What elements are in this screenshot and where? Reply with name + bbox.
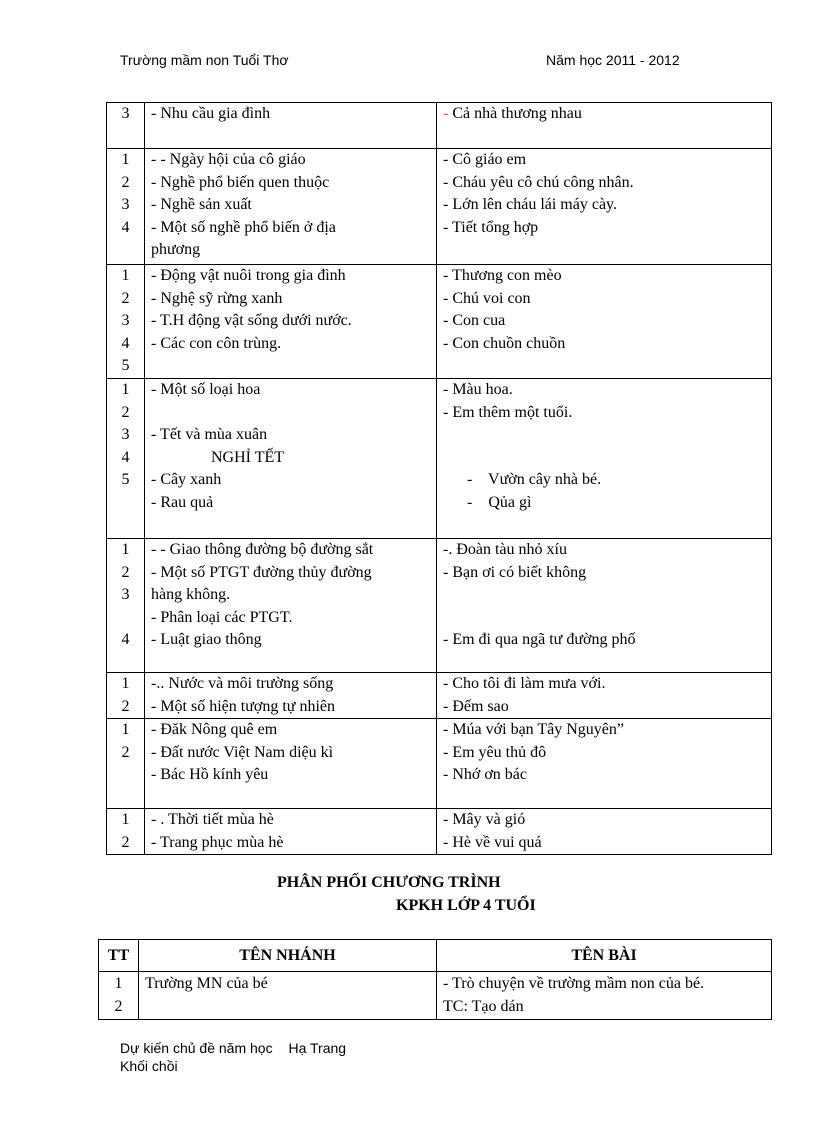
topic-text: phương [151, 241, 201, 259]
row-topics [145, 103, 437, 149]
row-numbers [107, 149, 145, 265]
topic-text: - Tết và mùa xuân [151, 426, 268, 444]
row-number: 1 [121, 811, 130, 829]
topic-text: - Luật giao thông [151, 631, 262, 649]
lesson-text: - Bạn ơi có biết không [443, 563, 587, 581]
row-number: 1 [121, 675, 130, 692]
row-number: 2 [121, 173, 130, 191]
lesson-label: Cả nhà thương nhau [452, 105, 582, 122]
row-number: 1 [121, 721, 130, 739]
row-lessons [437, 673, 772, 719]
table-row [107, 673, 772, 719]
topic-text [151, 402, 436, 425]
lesson-text: - Nhớ ơn bác [443, 766, 528, 784]
lesson-text: - Tiết tổng hợp [443, 218, 539, 236]
topic-text: - . Thời tiết mùa hè [151, 811, 274, 829]
row-topics [145, 809, 437, 855]
topic-text: - Một số hiện tượng tự nhiên [151, 697, 336, 715]
topic-text: - Nghề sản xuất [151, 196, 252, 214]
row-number: 3 [121, 586, 130, 604]
table-row [107, 719, 772, 809]
table-row [107, 103, 772, 149]
lesson-text: - Màu hoa. [443, 381, 513, 398]
row-topics [145, 379, 437, 539]
topic-text: - Các con côn trùng. [151, 334, 282, 352]
row-number: 4 [121, 448, 130, 466]
topic-text: - Bác Hồ kính yêu [151, 766, 269, 784]
row-topics [139, 972, 437, 1020]
topic-text: - Nhu cầu gia đình [151, 105, 271, 122]
row-number: 2 [121, 833, 130, 851]
topic-text: - Một số loại hoa [151, 381, 261, 398]
topic-text: - Đất nước Việt Nam diệu kì [151, 743, 334, 761]
lesson-text: - Chú voi con [443, 289, 531, 307]
table-row [107, 149, 772, 265]
lesson-text: - Đếm sao [443, 697, 509, 715]
row-lessons [437, 719, 772, 809]
lesson-text: - Cho tôi đi làm mưa với. [443, 675, 606, 692]
table-row [107, 265, 772, 379]
row-number: 2 [121, 743, 130, 761]
row-numbers [107, 103, 145, 149]
row-number: 2 [114, 998, 123, 1015]
topic-text: - Một số nghề phổ biến ở địa [151, 218, 336, 236]
row-numbers [107, 809, 145, 855]
topic-text: - T.H động vật sống dưới nước. [151, 312, 352, 330]
lesson-text: - Cháu yêu cô chú công nhân. [443, 173, 634, 191]
topic-text: Trường MN của bé [145, 975, 268, 992]
topic-text: - Đăk Nông quê em [151, 721, 278, 739]
row-number: 4 [121, 218, 130, 236]
row-number: 2 [121, 289, 130, 307]
lesson-text: - Trò chuyện về trường mầm non của bé. [443, 975, 705, 992]
table-row [107, 379, 772, 539]
row-lessons [437, 809, 772, 855]
lesson-text: - Lớn lên cháu lái máy cày. [443, 196, 618, 214]
section-subtitle: KPKH LỚP 4 TUỔI [396, 897, 536, 914]
row-number: 4 [121, 631, 130, 649]
row-numbers [99, 972, 139, 1020]
column-header-branch: TÊN NHÁNH [139, 940, 437, 972]
table-row [99, 972, 772, 1020]
schedule-table-2 [98, 939, 772, 1020]
row-number: 2 [121, 563, 130, 581]
footer-author: Hạ Trang [288, 1040, 347, 1056]
row-numbers [107, 379, 145, 539]
topic-text: - Rau quả [151, 493, 214, 511]
topic-text: -.. Nước và môi trường sống [151, 675, 334, 692]
row-lessons [437, 539, 772, 673]
section-title: PHÂN PHỐI CHƯƠNG TRÌNH [277, 874, 501, 891]
lesson-text: - Con cua [443, 312, 506, 330]
row-numbers [107, 539, 145, 673]
footer-topic: Dự kiến chủ đề năm học [120, 1040, 273, 1056]
lesson-text: - Em yêu thủ đô [443, 743, 547, 761]
lesson-text: -. Đoàn tàu nhỏ xíu [443, 541, 567, 558]
row-number: 1 [114, 975, 123, 992]
lesson-text [443, 447, 771, 470]
topic-text: - Phân loại các PTGT. [151, 608, 293, 626]
lesson-text: - Em đi qua ngã tư đường phố [443, 631, 636, 649]
row-number: 1 [121, 381, 130, 398]
header-year: Năm học 2011 - 2012 [546, 52, 680, 68]
row-numbers [107, 673, 145, 719]
row-topics [145, 265, 437, 379]
table-row [107, 539, 772, 673]
row-topics [145, 149, 437, 265]
topic-text: - Động vật nuôi trong gia đình [151, 267, 346, 284]
lesson-text: TC: Tạo dán [443, 998, 524, 1015]
schedule-table-1 [106, 102, 772, 855]
row-numbers [107, 265, 145, 379]
column-header-lesson: TÊN BÀI [437, 940, 772, 972]
topic-text: - Một số PTGT đường thủy đường [151, 563, 372, 581]
table-header-row [99, 940, 772, 972]
row-topics [145, 539, 437, 673]
topic-text: - - Giao thông đường bộ đường sắt [151, 541, 374, 558]
row-number [107, 607, 144, 630]
header-school: Trường mầm non Tuổi Thơ [120, 52, 289, 68]
row-number: 3 [121, 196, 130, 214]
table-row [107, 809, 772, 855]
lesson-text [443, 607, 771, 630]
row-topics [145, 719, 437, 809]
lesson-text: - Vườn cây nhà bé. [467, 471, 602, 489]
topic-text: - - Ngày hội của cô giáo [151, 151, 306, 168]
lesson-text [443, 424, 771, 447]
row-number: 5 [121, 471, 130, 489]
topic-text: - Cây xanh [151, 471, 222, 489]
topic-text: - Trang phục mùa hè [151, 833, 284, 851]
lesson-text: - Thương con mèo [443, 267, 562, 284]
row-lessons [437, 265, 772, 379]
row-lessons [437, 149, 772, 265]
topic-text: - Nghệ sỹ rừng xanh [151, 289, 283, 307]
lesson-bullet: - [443, 105, 449, 122]
row-number: 1 [121, 151, 130, 168]
holiday-note: NGHỈ TẾT [211, 448, 285, 466]
lesson-text: - Hè về vui quá [443, 833, 542, 851]
lesson-text: - Em thêm một tuổi. [443, 403, 573, 421]
footer-line-2: Khối chồi [120, 1058, 178, 1074]
row-number: 1 [121, 541, 130, 558]
row-lessons [437, 972, 772, 1020]
row-number: 2 [121, 697, 130, 715]
row-number: 2 [121, 403, 130, 421]
lesson-text [443, 584, 771, 607]
lesson-text [443, 103, 771, 126]
row-topics [145, 673, 437, 719]
footer [120, 1039, 346, 1075]
row-number: 4 [121, 334, 130, 352]
row-lessons [437, 103, 772, 149]
row-number: 3 [121, 312, 130, 330]
column-header-tt: TT [99, 940, 139, 972]
footer-line-1 [120, 1039, 346, 1057]
row-number: 1 [121, 267, 130, 284]
row-lessons [437, 379, 772, 539]
lesson-text: - Mây và gió [443, 811, 526, 829]
lesson-text: - Con chuồn chuồn [443, 334, 566, 352]
row-numbers [107, 719, 145, 809]
row-number: 5 [121, 357, 130, 375]
lesson-text: - Qủa gì [467, 493, 532, 511]
topic-text: - Nghề phổ biến quen thuộc [151, 173, 330, 191]
lesson-text: - Cô giáo em [443, 151, 527, 168]
lesson-text: - Múa với bạn Tây Nguyên” [443, 721, 625, 739]
topic-text: hàng không. [151, 586, 231, 604]
row-number: 3 [121, 426, 130, 444]
row-number: 3 [121, 105, 130, 122]
